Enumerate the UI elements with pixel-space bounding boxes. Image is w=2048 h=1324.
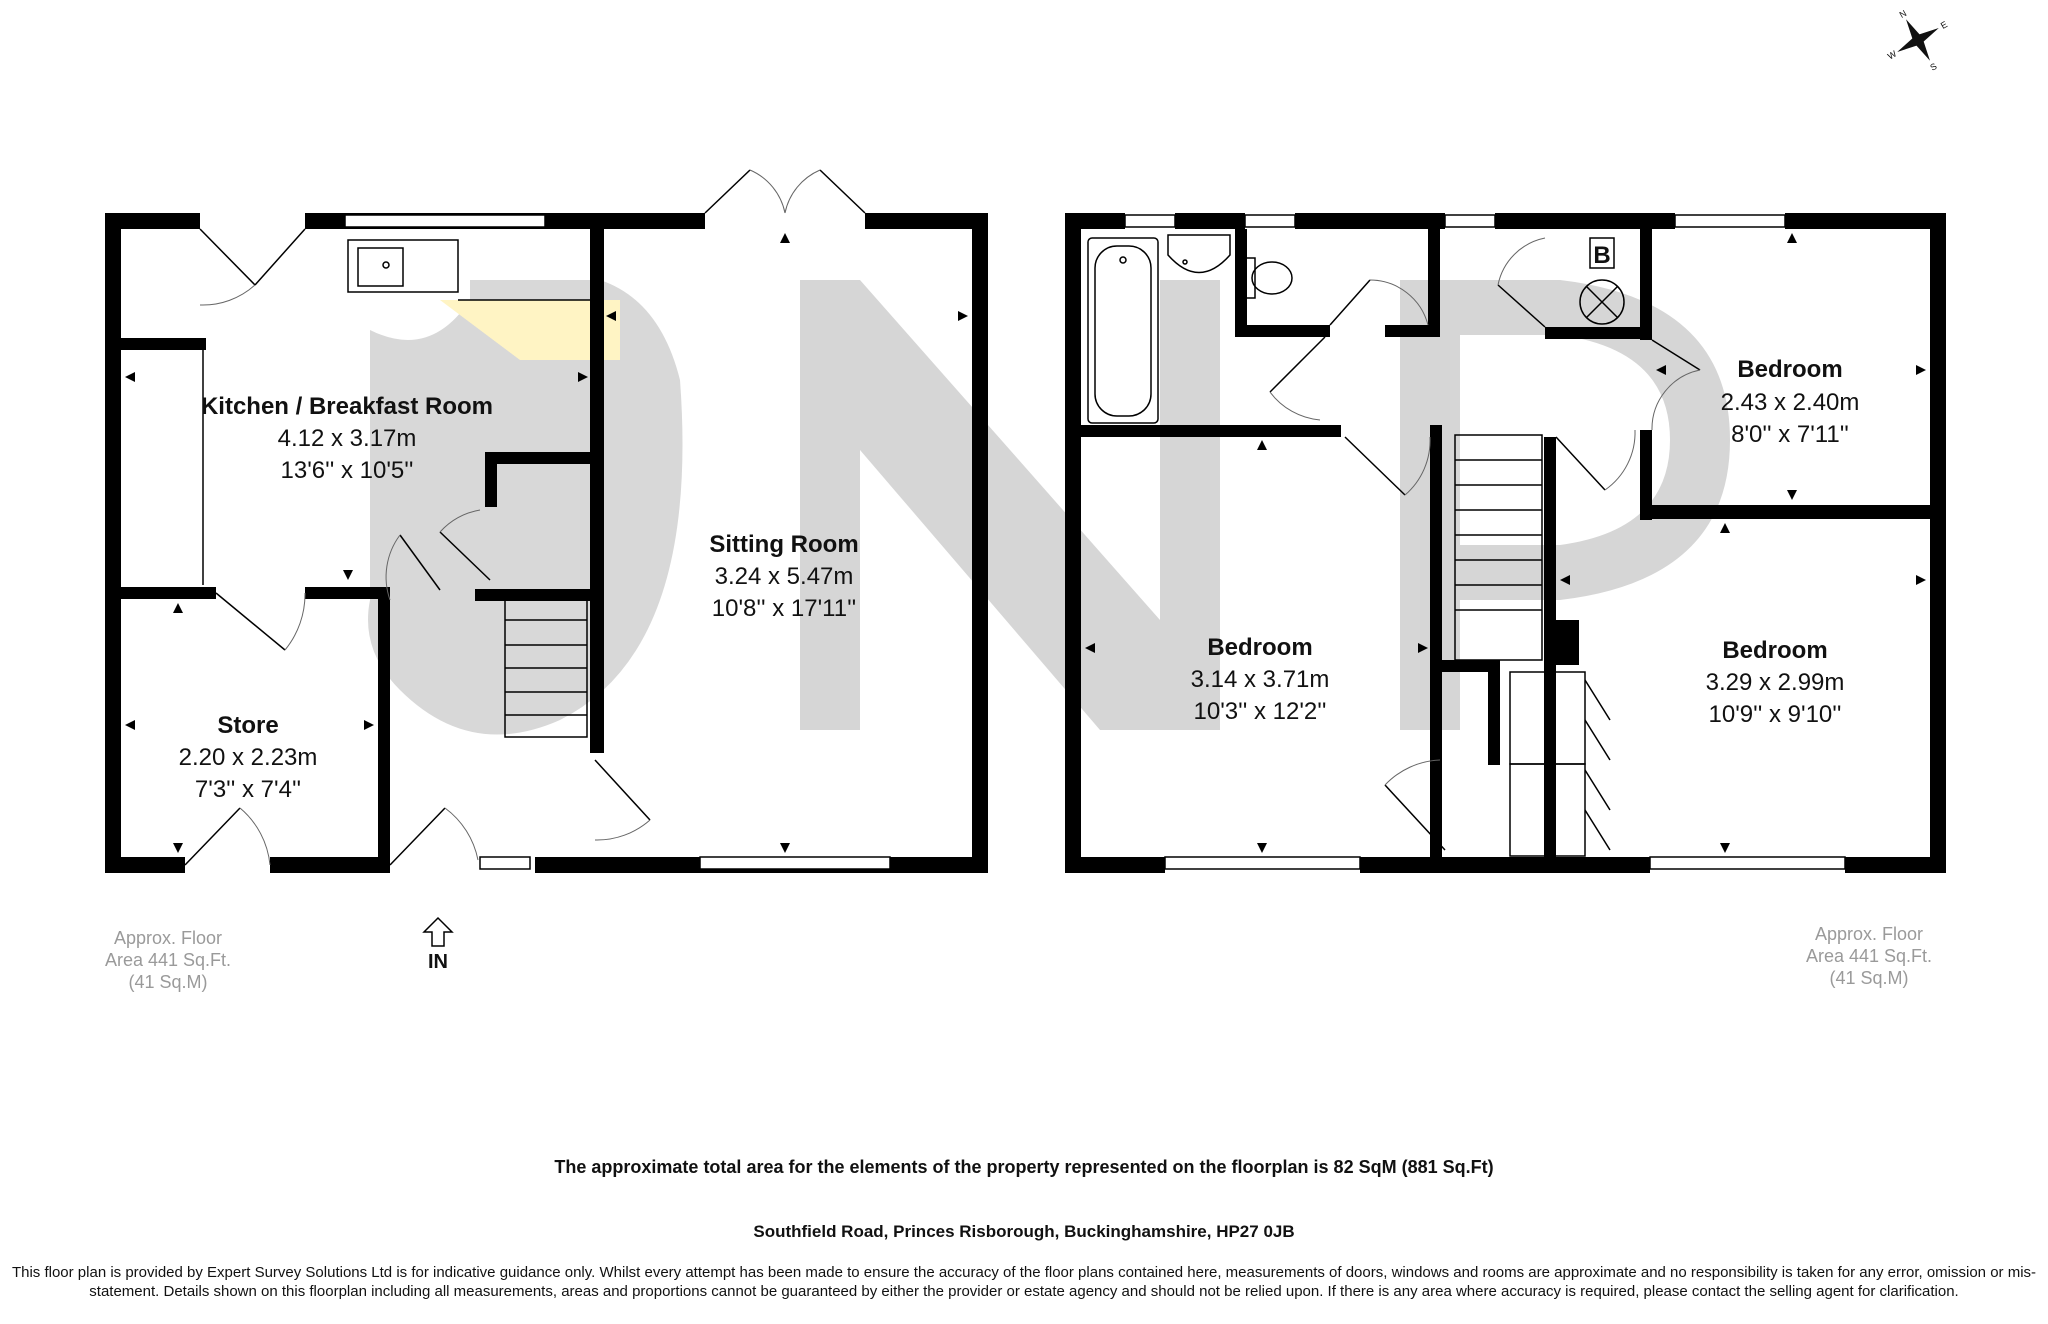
property-address: Southfield Road, Princes Risborough, Buckinghamshire, HP27 0JB	[753, 1222, 1295, 1241]
entrance-label: IN	[428, 951, 448, 973]
svg-text:10'3'' x 12'2'': 10'3'' x 12'2''	[1193, 698, 1327, 725]
svg-text:3.29 x 2.99m: 3.29 x 2.99m	[1705, 669, 1845, 696]
svg-text:7'3'' x 7'4'': 7'3'' x 7'4''	[194, 776, 302, 803]
svg-text:3.24 x 5.47m: 3.24 x 5.47m	[714, 563, 854, 590]
svg-text:13'6'' x 10'5'': 13'6'' x 10'5''	[280, 457, 414, 484]
svg-text:S: S	[1928, 61, 1939, 73]
svg-text:8'0'' x 7'11'': 8'0'' x 7'11''	[1731, 421, 1849, 448]
room-label-sitting-room	[709, 531, 858, 622]
svg-text:Bedroom: Bedroom	[1737, 356, 1843, 383]
svg-text:Bedroom: Bedroom	[1207, 634, 1313, 661]
svg-text:Area 441 Sq.Ft.: Area 441 Sq.Ft.	[1805, 946, 1933, 966]
svg-text:(41 Sq.M): (41 Sq.M)	[128, 972, 208, 992]
boiler-label: B	[1593, 242, 1611, 269]
svg-text:10'8'' x 17'11'': 10'8'' x 17'11''	[711, 595, 857, 622]
svg-text:N: N	[1897, 8, 1909, 20]
svg-text:E: E	[1938, 19, 1950, 31]
svg-text:4.12 x 3.17m: 4.12 x 3.17m	[277, 425, 417, 452]
total-area-statement: The approximate total area for the elements of the property represented on the floorplan is 82 SqM (881 Sq.Ft)	[554, 1157, 1494, 1177]
svg-text:Approx. Floor: Approx. Floor	[1814, 924, 1924, 944]
svg-text:(41 Sq.M): (41 Sq.M)	[1829, 968, 1909, 988]
svg-text:Kitchen / Breakfast Room: Kitchen / Breakfast Room	[200, 393, 494, 420]
svg-text:Store: Store	[217, 712, 279, 739]
svg-text:2.43 x 2.40m: 2.43 x 2.40m	[1720, 389, 1860, 416]
svg-text:Approx. Floor: Approx. Floor	[113, 928, 223, 948]
svg-text:10'9'' x 9'10'': 10'9'' x 9'10''	[1708, 701, 1842, 728]
compass-icon	[1871, 0, 1965, 88]
entrance-arrow-icon	[424, 918, 452, 946]
ground-floor-area-note	[105, 928, 231, 992]
svg-text:Area 441 Sq.Ft.: Area 441 Sq.Ft.	[104, 950, 232, 970]
room-label-bedroom-small	[1721, 356, 1860, 448]
room-label-bedroom-right	[1706, 637, 1845, 728]
room-label-bedroom-left	[1191, 634, 1330, 725]
svg-text:Bedroom: Bedroom	[1722, 637, 1828, 664]
svg-text:W: W	[1885, 48, 1899, 62]
room-label-store	[179, 712, 318, 803]
svg-text:3.14 x 3.71m: 3.14 x 3.71m	[1190, 666, 1330, 693]
disclaimer-text: This floor plan is provided by Expert Survey Solutions Ltd is for indicative guidance only. Whilst every attempt has been made to ensure the accuracy of the floor plans contained here, measurements of doors, windows and rooms are approximate and no responsibility is taken for any error, omission or mis-statement. Details shown on this floorplan including all measurements, areas and proportions cannot be guaranteed by either the provider or estate agency and should not be relied upon. If there is any area where accuracy is required, please contact the selling agent for clarification.	[11, 1264, 2037, 1300]
svg-text:2.20 x 2.23m: 2.20 x 2.23m	[178, 744, 318, 771]
svg-text:Sitting Room: Sitting Room	[709, 531, 859, 558]
first-floor-area-note	[1806, 924, 1932, 988]
